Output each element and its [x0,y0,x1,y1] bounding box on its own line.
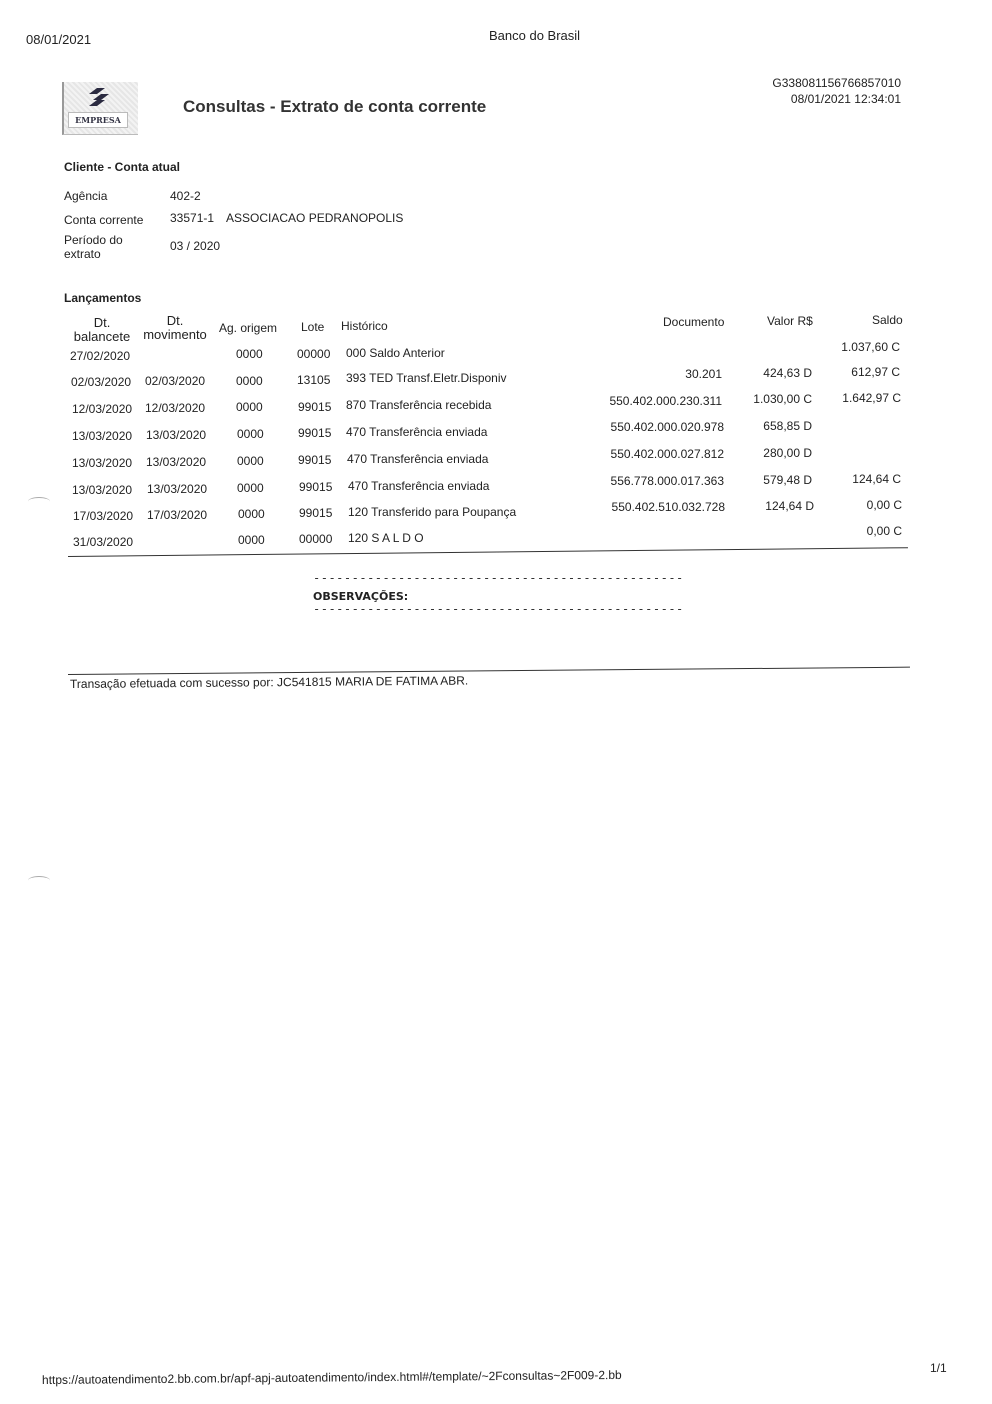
row-saldo: 612,97 C [851,365,900,379]
row-historico: 470 Transferência enviada [348,479,490,493]
row-dt-movimento: 12/03/2020 [145,401,206,415]
row-lote: 99015 [299,506,333,520]
conta-label: Conta corrente [64,213,144,227]
footer-page-number: 1/1 [930,1361,947,1375]
client-section-title: Cliente - Conta atual [64,160,181,174]
row-historico: 000 Saldo Anterior [346,346,445,360]
row-saldo: 1.037,60 C [841,340,900,354]
document-datetime: 08/01/2021 12:34:01 [790,92,901,106]
row-valor: 658,85 D [763,419,812,433]
periodo-value: 03 / 2020 [170,239,221,253]
row-historico: 120 Transferido para Poupança [348,505,517,519]
header-dt-movimento-line1: Dt. [166,313,184,328]
row-historico: 470 Transferência enviada [347,452,489,466]
header-lote: Lote [301,320,325,334]
bb-logo-icon [86,86,112,110]
row-valor: 124,64 D [765,499,814,513]
footer-url: https://autoatendimento2.bb.com.br/apf-apj-autoatendimento/index.html#/template/~2Fconsultas~2F009-2.bb [41,1367,622,1387]
row-ag-origem: 0000 [238,533,265,547]
row-historico: 120 S A L D O [348,531,424,545]
header-dt-balancete-line2: balancete [73,329,131,344]
header-documento: Documento [663,315,725,329]
row-lote: 99015 [298,400,332,414]
row-dt-movimento: 13/03/2020 [147,482,208,496]
row-lote: 13105 [297,373,331,387]
row-dt-balancete: 13/03/2020 [72,456,133,470]
row-dt-balancete: 13/03/2020 [72,429,133,443]
success-message: Transação efetuada com sucesso por: JC541815 MARIA DE FATIMA ABR. [69,673,469,691]
header-dt-movimento-line2: movimento [143,327,207,342]
row-ag-origem: 0000 [236,374,263,388]
row-ag-origem: 0000 [236,347,263,361]
row-historico: 470 Transferência enviada [346,425,488,439]
browser-title: Banco do Brasil [489,28,581,43]
scan-mark [28,497,50,506]
observacoes-label: OBSERVAÇÕES: [313,590,409,603]
row-saldo: 124,64 C [852,472,901,486]
row-dt-movimento: 13/03/2020 [146,455,207,469]
table-bottom-rule [68,547,908,557]
row-ag-origem: 0000 [238,507,265,521]
row-documento: 30.201 [685,367,722,381]
row-ag-origem: 0000 [237,454,264,468]
row-documento: 550.402.000.027.812 [610,447,724,461]
agencia-label: Agência [64,189,108,203]
conta-value: 33571-1 [170,211,215,225]
row-dt-movimento: 17/03/2020 [147,508,208,522]
row-lote: 00000 [299,532,333,546]
print-date: 08/01/2021 [26,32,92,47]
row-saldo: 0,00 C [866,498,902,512]
row-dt-balancete: 31/03/2020 [73,535,134,549]
success-rule [68,667,910,675]
row-lote: 99015 [299,480,333,494]
row-dt-movimento: 02/03/2020 [145,374,206,388]
row-valor: 424,63 D [763,366,812,380]
row-ag-origem: 0000 [237,427,264,441]
observacoes-top-dashes: ------------------------------------------------ [313,571,684,585]
row-dt-balancete: 02/03/2020 [71,375,132,389]
row-dt-balancete: 27/02/2020 [70,349,131,363]
bank-logo [62,82,138,135]
row-dt-movimento: 13/03/2020 [146,428,207,442]
row-valor: 280,00 D [763,446,812,460]
agencia-value: 402-2 [170,189,201,203]
observacoes-bottom-dashes: ------------------------------------------------ [313,602,684,616]
row-saldo: 0,00 C [866,524,902,538]
page-title: Consultas - Extrato de conta corrente [183,97,487,116]
logo-label: EMPRESA [68,112,128,128]
row-saldo: 1.642,97 C [842,391,901,405]
row-valor: 579,48 D [763,473,812,487]
scan-mark [28,876,50,885]
header-historico: Histórico [341,319,388,333]
header-dt-balancete-line1: Dt. [93,315,111,330]
row-dt-balancete: 13/03/2020 [72,483,133,497]
row-documento: 550.402.000.020.978 [610,420,724,434]
row-historico: 870 Transferência recebida [346,398,492,412]
periodo-label-line1: Período do [64,233,123,247]
header-saldo: Saldo [872,313,903,327]
row-documento: 550.402.510.032.728 [611,500,725,514]
periodo-label-line2: extrato [64,247,101,261]
row-dt-balancete: 12/03/2020 [72,402,133,416]
header-dt-movimento [142,314,208,342]
document-code: G338081156766857010 [772,76,901,90]
header-ag-origem: Ag. origem [219,321,278,335]
row-ag-origem: 0000 [237,481,264,495]
row-lote: 99015 [298,426,332,440]
header-dt-balancete [72,316,132,344]
row-historico: 393 TED Transf.Eletr.Disponiv [346,371,507,385]
row-documento: 556.778.000.017.363 [610,474,724,488]
row-lote: 99015 [298,453,332,467]
row-valor: 1.030,00 C [753,392,812,406]
lancamentos-title: Lançamentos [64,291,142,305]
conta-holder-name: ASSOCIACAO PEDRANOPOLIS [226,211,404,225]
row-dt-balancete: 17/03/2020 [73,509,134,523]
header-valor: Valor R$ [767,314,813,328]
row-documento: 550.402.000.230.311 [609,394,722,408]
row-ag-origem: 0000 [236,400,263,414]
row-lote: 00000 [297,347,331,361]
